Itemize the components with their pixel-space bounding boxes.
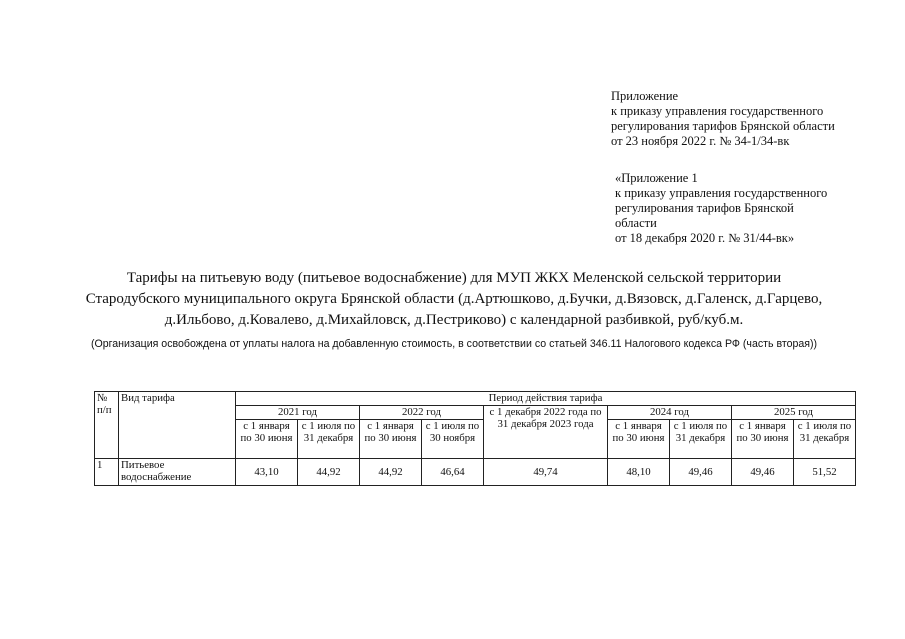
tariff-table: [94, 391, 856, 486]
table-header-row: [95, 392, 856, 406]
sub-2025-h2: с 1 июля по 31 декабря: [794, 420, 856, 459]
header-tariff-type: Вид тарифа: [119, 392, 236, 459]
appendix-line-2: к приказу управления государственного: [611, 104, 824, 118]
appendix-line-3: регулирования тарифов Брянской области: [611, 119, 835, 133]
value-2024-h1: 48,10: [608, 459, 670, 486]
header-year-2022: 2022 год: [360, 406, 484, 420]
header-period: Период действия тарифа: [236, 392, 856, 406]
appendix1-line-5: от 18 декабря 2020 г. № 31/44-вк»: [615, 231, 795, 245]
sub-2024-h2: с 1 июля по 31 декабря: [670, 420, 732, 459]
value-2021-h2: 44,92: [298, 459, 360, 486]
sub-2022-h2: с 1 июля по 30 ноября: [422, 420, 484, 459]
value-2021-h1: 43,10: [236, 459, 298, 486]
header-year-2024: 2024 год: [608, 406, 732, 420]
sub-2024-h1: с 1 января по 30 июня: [608, 420, 670, 459]
value-2025-h1: 49,46: [732, 459, 794, 486]
appendix1-line-4: области: [615, 216, 657, 230]
appendix1-line-3: регулирования тарифов Брянской: [615, 201, 794, 215]
sub-2021-h1: с 1 января по 30 июня: [236, 420, 298, 459]
table-row: [95, 459, 856, 486]
title-line-3: д.Ильбово, д.Ковалево, д.Михайловск, д.Пестриково) с календарной разбивкой, руб/куб.м.: [164, 312, 744, 328]
sub-2022-h1: с 1 января по 30 июня: [360, 420, 422, 459]
appendix1-header: [615, 171, 850, 246]
appendix-header: [611, 89, 871, 149]
header-year-2025: 2025 год: [732, 406, 856, 420]
vat-note: (Организация освобождена от уплаты налога на добавленную стоимость, в соответствии со статьей 346.11 Налогового кодекса РФ (часть вторая)): [90, 338, 818, 350]
row-tariff-type: Питьевое водоснабжение: [119, 459, 236, 486]
appendix-line-4: от 23 ноября 2022 г. № 34-1/34-вк: [611, 134, 790, 148]
value-2022-h2: 46,64: [422, 459, 484, 486]
value-2025-h2: 51,52: [794, 459, 856, 486]
value-dec2022-2023: 49,74: [484, 459, 608, 486]
header-num: № п/п: [95, 392, 119, 459]
appendix-line-1: Приложение: [611, 89, 679, 103]
sub-2021-h2: с 1 июля по 31 декабря: [298, 420, 360, 459]
header-dec2022-2023: с 1 декабря 2022 года по 31 декабря 2023 года: [484, 406, 608, 459]
value-2022-h1: 44,92: [360, 459, 422, 486]
document-title: [80, 268, 828, 331]
appendix1-line-2: к приказу управления государственного: [615, 186, 828, 200]
sub-2025-h1: с 1 января по 30 июня: [732, 420, 794, 459]
title-line-1: Тарифы на питьевую воду (питьевое водоснабжение) для МУП ЖКХ Меленской сельской территории: [126, 270, 782, 286]
title-line-2: Стародубского муниципального округа Брянской области (д.Артюшково, д.Бучки, д.Вязовск, д.Галенск, д.Гарцево,: [85, 291, 823, 307]
header-year-2021: 2021 год: [236, 406, 360, 420]
value-2024-h2: 49,46: [670, 459, 732, 486]
appendix1-line-1: «Приложение 1: [615, 171, 698, 185]
row-num: 1: [95, 459, 119, 486]
